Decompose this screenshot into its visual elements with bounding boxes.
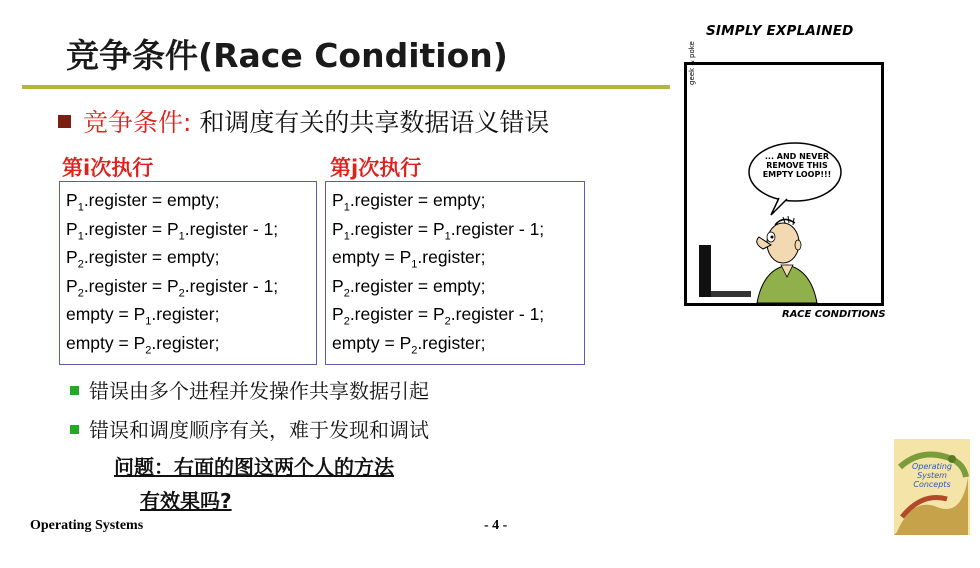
subscript: 2: [343, 287, 350, 300]
comic-illustration: [687, 65, 881, 303]
subscript: 2: [145, 344, 152, 357]
column-j-header: 第j次执行: [330, 156, 422, 180]
comic-caption: RACE CONDITIONS: [782, 309, 886, 320]
code-line: $P_2.register$ = empty;: [332, 275, 486, 300]
code-line: empty = $P_2.register$;: [66, 332, 220, 357]
code-box-i: [59, 181, 317, 365]
subscript: 1: [145, 315, 152, 328]
code-line: empty = $P_1.register$;: [332, 247, 486, 271]
subscript: 1: [343, 230, 350, 243]
code-line: $P_1.register$ = $P_1.register - 1$;: [66, 218, 279, 243]
code-line: $P_2.register$ = $P_2.register - 1$;: [66, 275, 279, 300]
sub-bullet-text: 错误由多个进程并发操作共享数据引起: [89, 379, 429, 403]
footer-page-number: - 4 -: [484, 518, 508, 533]
slide-title: 竞争条件(Race Condition): [66, 36, 508, 75]
bullet-square-icon: [70, 386, 79, 395]
comic-credit: geek & poke: [688, 41, 696, 85]
subscript: 1: [444, 230, 451, 243]
sub-bullet: [70, 375, 429, 404]
main-bullet-term: 竞争条件:: [83, 108, 192, 137]
code-line: $P_1.register$ = $P_1.register - 1$;: [332, 218, 545, 243]
book-logo-text: Operating System Concepts: [912, 462, 952, 489]
subscript: 2: [77, 287, 84, 300]
code-line: empty = $P_1.register$;: [66, 304, 220, 328]
question-line: 问题：右面的图这两个人的方法: [114, 455, 394, 479]
bullet-square-icon: [58, 115, 71, 128]
subscript: 1: [77, 201, 84, 214]
subscript: 2: [77, 258, 84, 271]
sub-bullet: [70, 414, 429, 443]
speech-bubble-text: ... AND NEVER REMOVE THIS EMPTY LOOP!!!: [762, 152, 832, 179]
subscript: 2: [444, 315, 451, 328]
question-line: 有效果吗?: [140, 489, 232, 513]
code-box-j: [325, 181, 585, 365]
subscript: 1: [343, 201, 350, 214]
column-i-header: 第i次执行: [62, 156, 154, 180]
title-underline: [22, 85, 670, 89]
comic-panel: [684, 62, 884, 306]
code-line: $P_2.register$ = empty;: [66, 247, 220, 271]
subscript: 1: [411, 258, 418, 271]
bullet-square-icon: [70, 425, 79, 434]
comic-header: SIMPLY EXPLAINED: [706, 23, 854, 39]
sub-bullet-text: 错误和调度顺序有关，难于发现和调试: [89, 418, 429, 442]
subscript: 2: [178, 287, 185, 300]
main-bullet-text: 和调度有关的共享数据语义错误: [191, 108, 550, 137]
subscript: 1: [77, 230, 84, 243]
footer-course: Operating Systems: [30, 518, 144, 533]
code-line: $P_2.register$ = $P_2.register - 1$;: [332, 304, 545, 328]
main-bullet: [58, 103, 549, 139]
code-line: $P_1.register$ = empty;: [66, 190, 220, 214]
subscript: 2: [411, 344, 418, 357]
subscript: 2: [343, 315, 350, 328]
code-line: $P_1.register$ = empty;: [332, 190, 486, 214]
subscript: 1: [178, 230, 185, 243]
code-line: empty = $P_2.register$;: [332, 332, 486, 357]
